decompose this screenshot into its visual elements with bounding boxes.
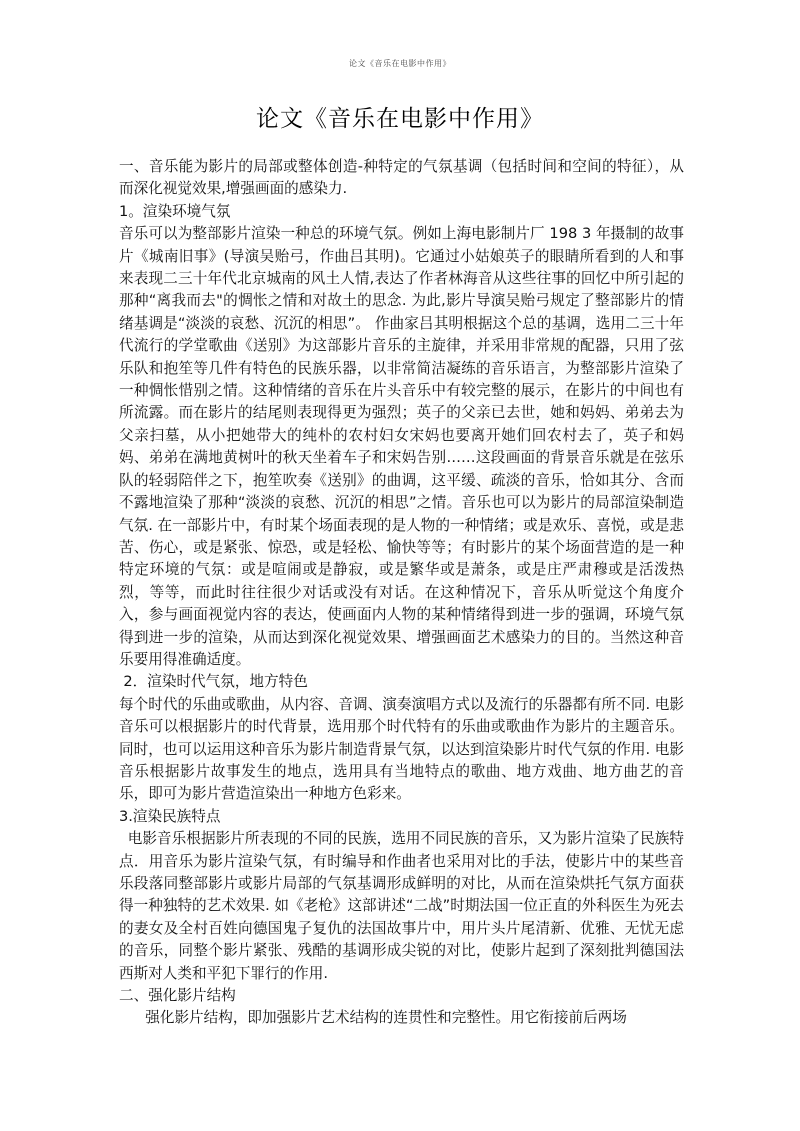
paragraph-environment: 音乐可以为整部影片渲染一种总的环境气氛。例如上海电影制片厂 198 3 年摄制的故事片《城南旧事》(导演吴贻弓，作曲吕其明)。它通过小姑娘英子的眼睛所看到的人和事来表现二三十年代北京城南的风土人情,表达了作者林海音从这些往事的回忆中所引起的那种“离我而去"的惆怅之情和对故土的思念. 为此,影片导演吴贻弓规定了整部影片的情绪基调是“淡淡的哀愁、沉沉的相思”。 作曲家吕其明根据这个总的基调，选用二三十年代流行的学堂歌曲《送别》为这部影片音乐的主旋律，并采用非常规的配器，只用了弦乐队和抱笙等几件有特色的民族乐器，以非常简洁凝练的音乐语言，为整部影片渲染了一种惆怅惜别之情。这种情绪的音乐在片头音乐中有较完整的展示，在影片的中间也有所流露。而在影片的结尾则表现得更为强烈；英子的父亲已去世，她和妈妈、弟弟去为父亲扫墓，从小把她带大的纯朴的农村妇女宋妈也要离开她们回农村去了，英子和妈妈、弟弟在满地黄树叶的秋天坐着车子和宋妈告别……这段画面的背景音乐就是在弦乐队的轻弱陪伴之下，抱笙吹奏《送别》的曲调，这平缓、疏淡的音乐，恰如其分、含而不露地渲染了那种“淡淡的哀愁、沉沉的相思”之情。音乐也可以为影片的局部渲染制造气氛. 在一部影片中，有时某个场面表现的是人物的一种情绪；或是欢乐、喜悦，或是悲苦、伤心，或是紧张、惊恐，或是轻松、愉快等等；有时影片的某个场面营造的是一种特定环境的气氛：或是喧闹或是静寂，或是繁华或是萧条，或是庄严肃穆或是活泼热烈，等等，而此时往往很少对话或没有对话。在这种情况下，音乐从听觉这个角度介入，参与画面视觉内容的表达，使画面内人物的某种情绪得到进一步的强调，环境气氛得到进一步的渲染，从而达到深化视觉效果、增强画面艺术感染力的目的。当然这种音乐要用得准确适度。: [119, 225, 684, 668]
paragraph-structure: 强化影片结构，即加强影片艺术结构的连贯性和完整性。用它衔接前后两场: [145, 1009, 627, 1027]
paragraph-era: 每个时代的乐曲或歌曲，从内容、音调、演奏演唱方式以及流行的乐器都有所不同. 电影音乐可以根据影片的时代背景，选用那个时代特有的乐曲或歌曲作为影片的主题音乐。同时，也可以运用这种音乐为影片制造背景气氛，以达到渲染影片时代气氛的作用. 电影音乐根据影片故事发生的地点，选用具有当地特点的歌曲、地方戏曲、地方曲艺的音乐，即可为影片营造渲染出一种地方色彩来。: [119, 695, 684, 803]
document-body: [119, 156, 684, 1030]
running-header: 论文《音乐在电影中作用》: [349, 59, 451, 68]
paragraph-ethnic: 电影音乐根据影片所表现的不同的民族，选用不同民族的音乐，又为影片渲染了民族特点．用音乐为影片渲染气氛，有时编导和作曲者也采用对比的手法，使影片中的某些音乐段落同整部影片或影片局部的气氛基调形成鲜明的对比，从而在渲染烘托气氛方面获得一种独特的艺术效果. 如《老枪》这部讲述“二战”时期法国一位正直的外科医生为死去的妻女及全村百姓向德国鬼子复仇的法国故事片中，用片头片尾清新、优雅、无忧无虑的音乐，同整个影片紧张、残酷的基调形成尖锐的对比，使影片起到了深刻批判德国法西斯对人类和平犯下罪行的作用.: [119, 830, 684, 982]
subheading-2: 2．渲染时代气氛，地方特色: [123, 673, 308, 691]
section-heading-1: 一、音乐能为影片的局部或整体创造-种特定的气氛基调（包括时间和空间的特征），从而深化视觉效果,增强画面的感染力.: [119, 158, 684, 198]
subheading-1: 1。渲染环境气氛: [119, 202, 231, 220]
section-heading-2: 二、强化影片结构: [119, 987, 236, 1005]
document-title: 论文《音乐在电影中作用》: [256, 106, 544, 132]
subheading-3: 3.渲染民族特点: [119, 807, 221, 825]
